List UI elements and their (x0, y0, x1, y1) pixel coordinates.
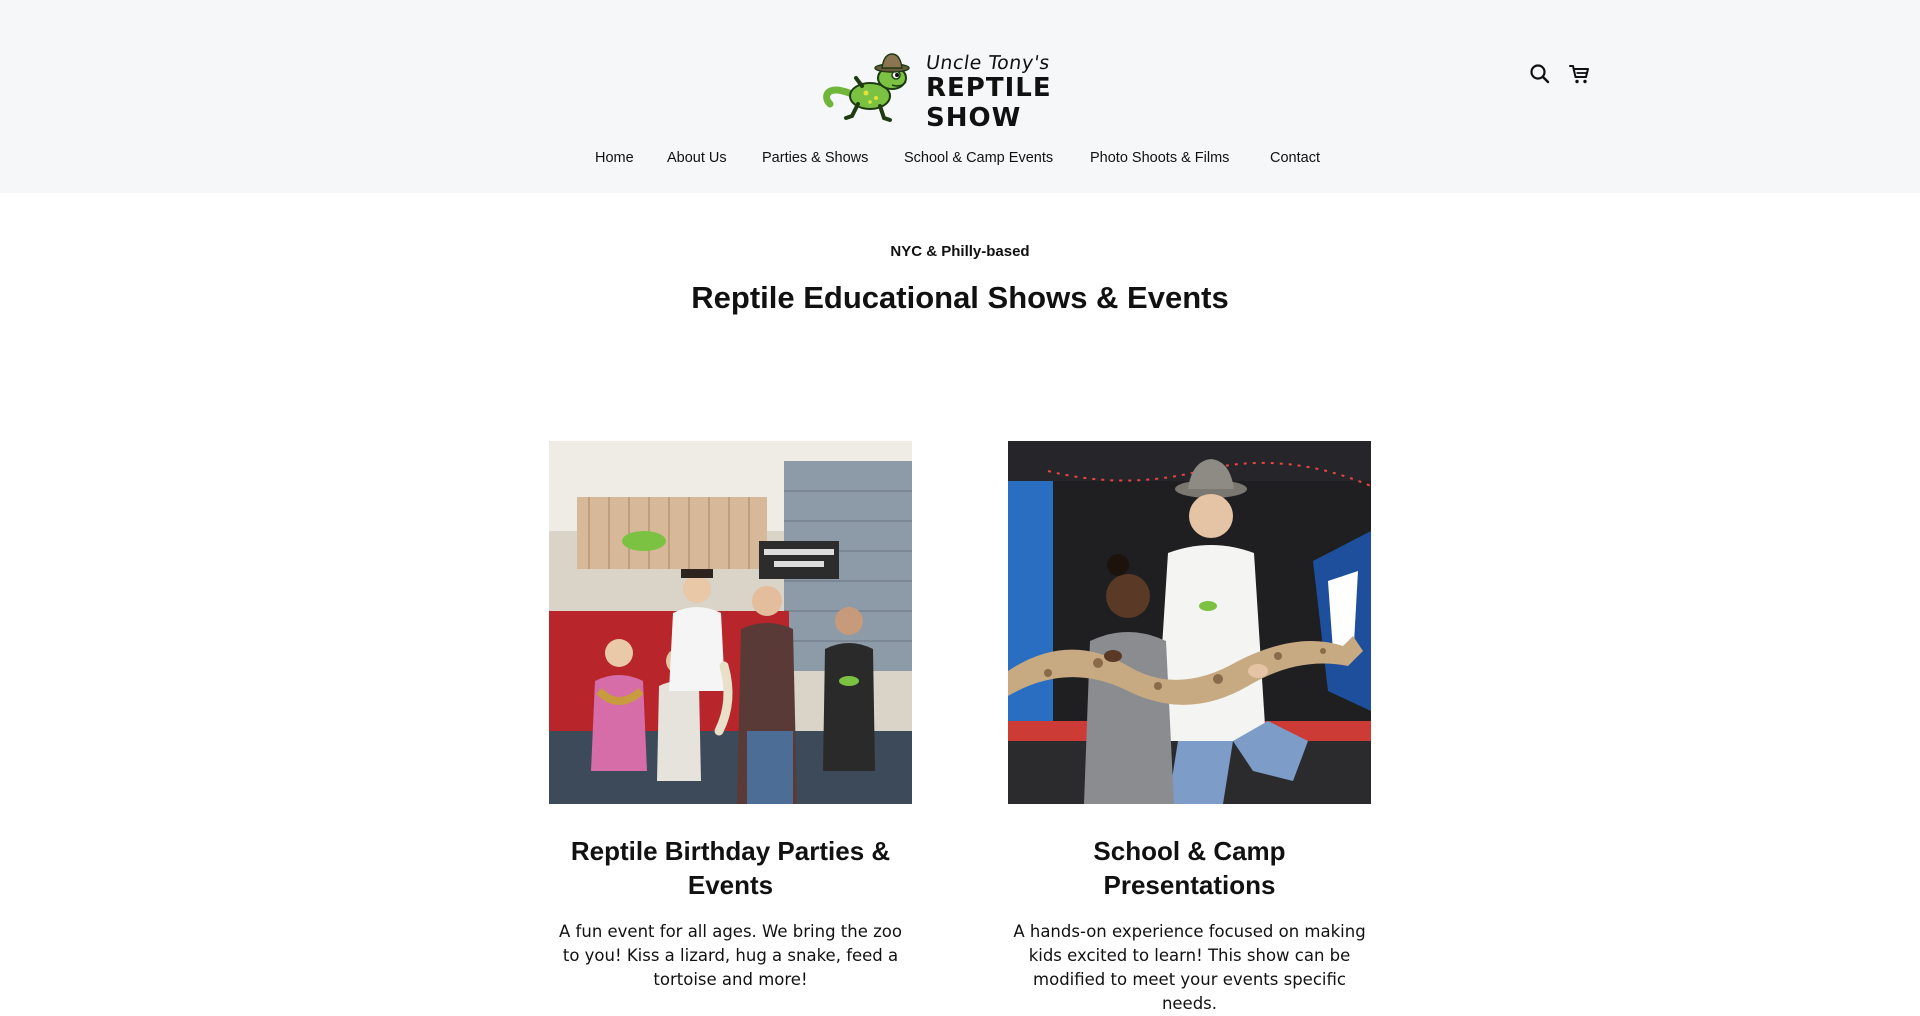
nav-item-photo-shoots-films[interactable]: Photo Shoots & Films (1090, 150, 1230, 166)
main-nav (0, 150, 1920, 172)
logo-wordmark (926, 52, 1087, 133)
nav-item-parties-shows[interactable]: Parties & Shows (762, 150, 869, 166)
card-description: A hands-on experience focused on making kids excited to learn! This show can be modified to meet your events specific needs. (1013, 922, 1366, 1013)
cart-button[interactable] (1568, 62, 1592, 86)
site-logo[interactable] (822, 46, 1087, 133)
service-card-parties[interactable] (549, 441, 912, 992)
party-photo[interactable] (549, 441, 912, 804)
search-button[interactable] (1528, 62, 1552, 86)
nav-item-home[interactable]: Home (595, 150, 634, 166)
nav-item-contact[interactable]: Contact (1270, 150, 1320, 166)
school-photo[interactable] (1008, 441, 1371, 804)
page-title: Reptile Educational Shows & Events (691, 280, 1229, 315)
card-description: A fun event for all ages. We bring the zoo to you! Kiss a lizard, hug a snake, feed a tortoise and more! (559, 922, 902, 989)
nav-item-about-us[interactable]: About Us (667, 150, 727, 166)
card-title[interactable]: School & Camp Presentations (1093, 836, 1286, 900)
logo-line-2: REPTILE SHOW (926, 73, 1052, 133)
site-header (0, 0, 1920, 193)
card-title[interactable]: Reptile Birthday Parties & Events (570, 836, 891, 900)
service-card-school-camp[interactable] (1008, 441, 1371, 1016)
intro-eyebrow: NYC & Philly-based (890, 243, 1030, 260)
search-icon (1528, 62, 1552, 86)
school-photo-image (1008, 441, 1371, 804)
nav-item-school-camp-events[interactable]: School & Camp Events (904, 150, 1054, 166)
party-photo-image (549, 441, 912, 804)
logo-line-1: Uncle Tony's (924, 52, 1052, 74)
cart-icon (1568, 62, 1592, 86)
lizard-mascot-icon (822, 46, 922, 124)
